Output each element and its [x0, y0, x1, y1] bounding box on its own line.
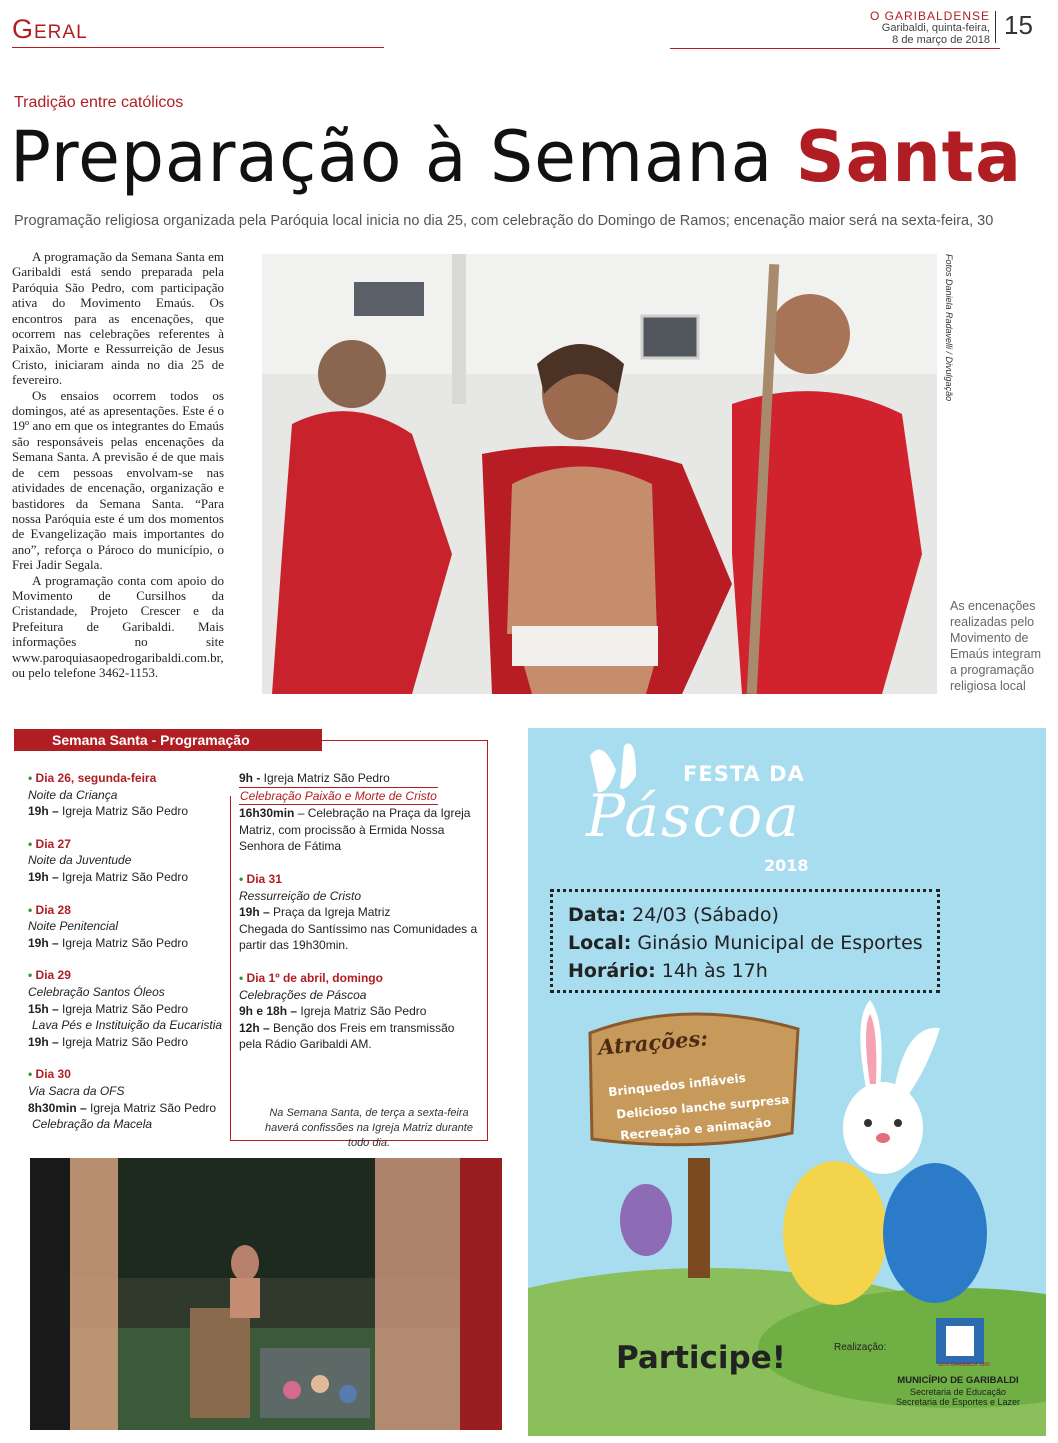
schedule-right-items	[239, 871, 479, 1053]
schedule-top-rule	[322, 740, 487, 741]
schedule-highlight: Celebração Paixão e Morte de Cristo	[239, 787, 438, 806]
ad-municipality	[888, 1376, 1028, 1408]
municipality-name: MUNICÍPIO DE GARIBALDI	[897, 1375, 1019, 1386]
ad-time-value: 14h às 17h	[655, 960, 768, 982]
schedule-time: 9h e 18h –	[239, 1004, 298, 1019]
schedule-time: 16h30min	[239, 806, 295, 821]
crowd-photo	[30, 1158, 502, 1430]
easter-party-ad	[528, 728, 1046, 1436]
attraction-item: Brinquedos infláveis	[607, 1070, 747, 1100]
schedule-text: Igreja Matriz São Pedro	[297, 1004, 427, 1019]
photo-credit: Fotos Daniela Radavelli / Divulgação	[944, 254, 954, 402]
attraction-item: Delicioso lanche surpresa	[615, 1092, 790, 1122]
schedule-time: 12h –	[239, 1020, 270, 1035]
schedule-day: • Dia 28	[28, 902, 228, 919]
schedule-left-column	[28, 770, 228, 1133]
schedule-time: 19h –	[28, 935, 59, 950]
ad-realizacao-label: Realização:	[834, 1342, 887, 1353]
location-date-1: Garibaldi, quinta-feira,	[881, 22, 990, 34]
article-paragraph: Os ensaios ocorrem todos os domingos, até as apresentações. Este é o 19º ano em que os integrantes do Emaús são responsáveis pelas encenações da Semana Santa. A previsão é de que mais de cem pessoas envolvam-se nas atividades de encenação, organização e bastidores da Semana Santa. “Para nossa Paróquia este é um dos momentos de Evangelização mais importantes do ano”, reforça o Pároco do município, o Frei Jadir Segala.	[12, 387, 224, 573]
schedule-line	[28, 1017, 228, 1034]
schedule-line	[239, 904, 479, 921]
schedule-line	[28, 1116, 228, 1133]
schedule-line	[28, 1001, 228, 1018]
ad-festa-da: FESTA DA	[683, 762, 805, 786]
location-date-2: 8 de março de 2018	[892, 34, 990, 46]
section-rule	[12, 47, 384, 48]
ad-date-value: 24/03 (Sábado)	[626, 904, 779, 926]
headline-main: Preparação à Semana	[10, 116, 796, 198]
schedule-time: 8h30min –	[28, 1100, 87, 1115]
schedule-text: Igreja Matriz São Pedro	[86, 1100, 217, 1115]
schedule-text: Igreja Matriz São Pedro	[58, 1001, 189, 1016]
schedule-text: Praça da Igreja Matriz	[269, 905, 391, 920]
schedule-time: 19h –	[28, 869, 59, 884]
section-title: Geral	[12, 14, 88, 44]
main-photo	[262, 254, 937, 694]
schedule-subtitle: Noite da Juventude	[28, 853, 132, 868]
schedule-text: Igreja Matriz São Pedro	[58, 1034, 189, 1049]
schedule-day: • Dia 1º de abril, domingo	[239, 970, 479, 987]
schedule-gap	[239, 954, 479, 970]
schedule-day: • Dia 27	[28, 836, 228, 853]
schedule-line	[239, 921, 479, 954]
schedule-subtitle: Celebração Santos Óleos	[28, 984, 165, 999]
schedule-column-divider	[230, 796, 231, 1140]
newspaper-name: O GARIBALDENSE	[869, 9, 990, 23]
schedule-right-column	[239, 770, 479, 1053]
schedule-line	[239, 1003, 479, 1020]
ad-call-to-action: Participe!	[616, 1340, 786, 1376]
schedule-subtitle: Via Sacra da OFS	[28, 1083, 125, 1098]
schedule-time: 19h –	[239, 905, 270, 920]
schedule-time: 15h –	[28, 1001, 59, 1016]
secretariat-education: Secretaria de Educação	[909, 1386, 1007, 1397]
schedule-day: • Dia 26, segunda-feira	[28, 770, 228, 787]
page-number: 15	[1004, 10, 1033, 40]
schedule-line	[28, 935, 228, 952]
schedule-subtitle: Ressurreição de Cristo	[239, 888, 362, 903]
article-deck: Programação religiosa organizada pela Paróquia local inicia no dia 25, com celebração do Domingo de Ramos; encenação maior será na sexta-feira, 30	[14, 213, 994, 229]
article-headline	[10, 116, 1022, 198]
article-paragraph: A programação conta com apoio do Movimento de Cursilhos da Cristandade, Projeto Crescer e da Prefeitura de Garibaldi. Mais informações no site www.paroquiasaopedrogaribaldi.com.br, ou pelo telefone 3462-1153.	[12, 572, 224, 680]
schedule-gap	[28, 1050, 228, 1066]
schedule-text: Igreja Matriz São Pedro	[58, 804, 189, 819]
schedule-text: Lava Pés e Instituição da Eucaristia	[32, 1018, 223, 1033]
schedule-gap	[28, 820, 228, 836]
schedule-text: Igreja Matriz São Pedro	[58, 935, 189, 950]
schedule-right-rule	[487, 740, 488, 1140]
schedule-time: 9h -	[239, 771, 261, 785]
photo-caption: As encenações realizadas pelo Movimento de Emaús integram a programação religiosa local	[950, 599, 1042, 693]
ad-date-line	[568, 904, 779, 926]
attraction-item: Recreação e animação	[619, 1115, 772, 1143]
article-paragraph: A programação da Semana Santa em Garibaldi está sendo preparada pela Paróquia São Pedro, com participação ativa do Movimento Emaús. Os encontros para as encenações, que ocorrem nas celebrações referentes à Paixão, Morte e Ressurreição de Jesus Cristo, iniciaram ainda no dia 25 de fevereiro.	[12, 249, 224, 388]
ad-local-line	[568, 932, 923, 954]
schedule-time: 19h –	[28, 804, 59, 819]
ad-time-label: Horário:	[568, 960, 656, 982]
schedule-text: Benção dos Freis em transmissão pela Rádio Garibaldi AM.	[239, 1020, 455, 1052]
schedule-subtitle: Celebrações de Páscoa	[239, 987, 367, 1002]
page-number-divider	[995, 11, 996, 43]
schedule-gap	[28, 951, 228, 967]
schedule-gap	[28, 886, 228, 902]
schedule-subtitle: Noite Penitencial	[28, 919, 119, 934]
schedule-text: – Celebração na Praça da Igreja Matriz, com procissão à Ermida Nossa Senhora de Fátima	[239, 806, 471, 854]
ad-date-label: Data:	[568, 904, 627, 926]
attractions-title: Atrações:	[597, 1025, 709, 1060]
ad-time-line	[568, 960, 768, 982]
masthead	[870, 10, 990, 46]
schedule-day: • Dia 31	[239, 871, 479, 888]
municipal-seal-text: 1870 GARIBALDI 1900	[938, 1362, 990, 1368]
schedule-line	[239, 770, 479, 787]
masthead-rule	[670, 48, 1000, 49]
ad-year: 2018	[764, 856, 809, 875]
schedule-subtitle: Noite da Criança	[28, 787, 118, 802]
schedule-time: 19h –	[28, 1034, 59, 1049]
schedule-day: • Dia 30	[28, 1066, 228, 1083]
ad-local-label: Local:	[568, 932, 632, 954]
schedule-line	[28, 1100, 228, 1117]
schedule-line	[28, 869, 228, 886]
schedule-text: Celebração da Macela	[32, 1117, 153, 1132]
schedule-day: • Dia 29	[28, 967, 228, 984]
secondary-photo	[30, 1158, 502, 1430]
schedule-line	[239, 805, 479, 855]
article-body	[12, 249, 224, 680]
schedule-note: Na Semana Santa, de terça a sexta-feira haverá confissões na Igreja Matriz durante todo dia.	[265, 1107, 473, 1149]
schedule-line	[239, 1020, 479, 1053]
schedule-title: Semana Santa - Programação	[14, 729, 322, 751]
schedule-text: Igreja Matriz São Pedro	[260, 771, 390, 785]
ad-local-value: Ginásio Municipal de Esportes	[631, 932, 923, 954]
headline-accent: Santa	[795, 116, 1022, 198]
ad-pascoa-title: Páscoa	[586, 782, 801, 850]
schedule-line	[28, 803, 228, 820]
secretariat-sports: Secretaria de Esportes e Lazer	[895, 1397, 1021, 1407]
schedule-line	[28, 1034, 228, 1051]
schedule-text: Chegada do Santíssimo nas Comunidades a partir das 19h30min.	[239, 921, 478, 953]
schedule-text: Igreja Matriz São Pedro	[58, 869, 189, 884]
article-kicker: Tradição entre católicos	[14, 94, 184, 111]
passion-play-photo	[262, 254, 937, 694]
